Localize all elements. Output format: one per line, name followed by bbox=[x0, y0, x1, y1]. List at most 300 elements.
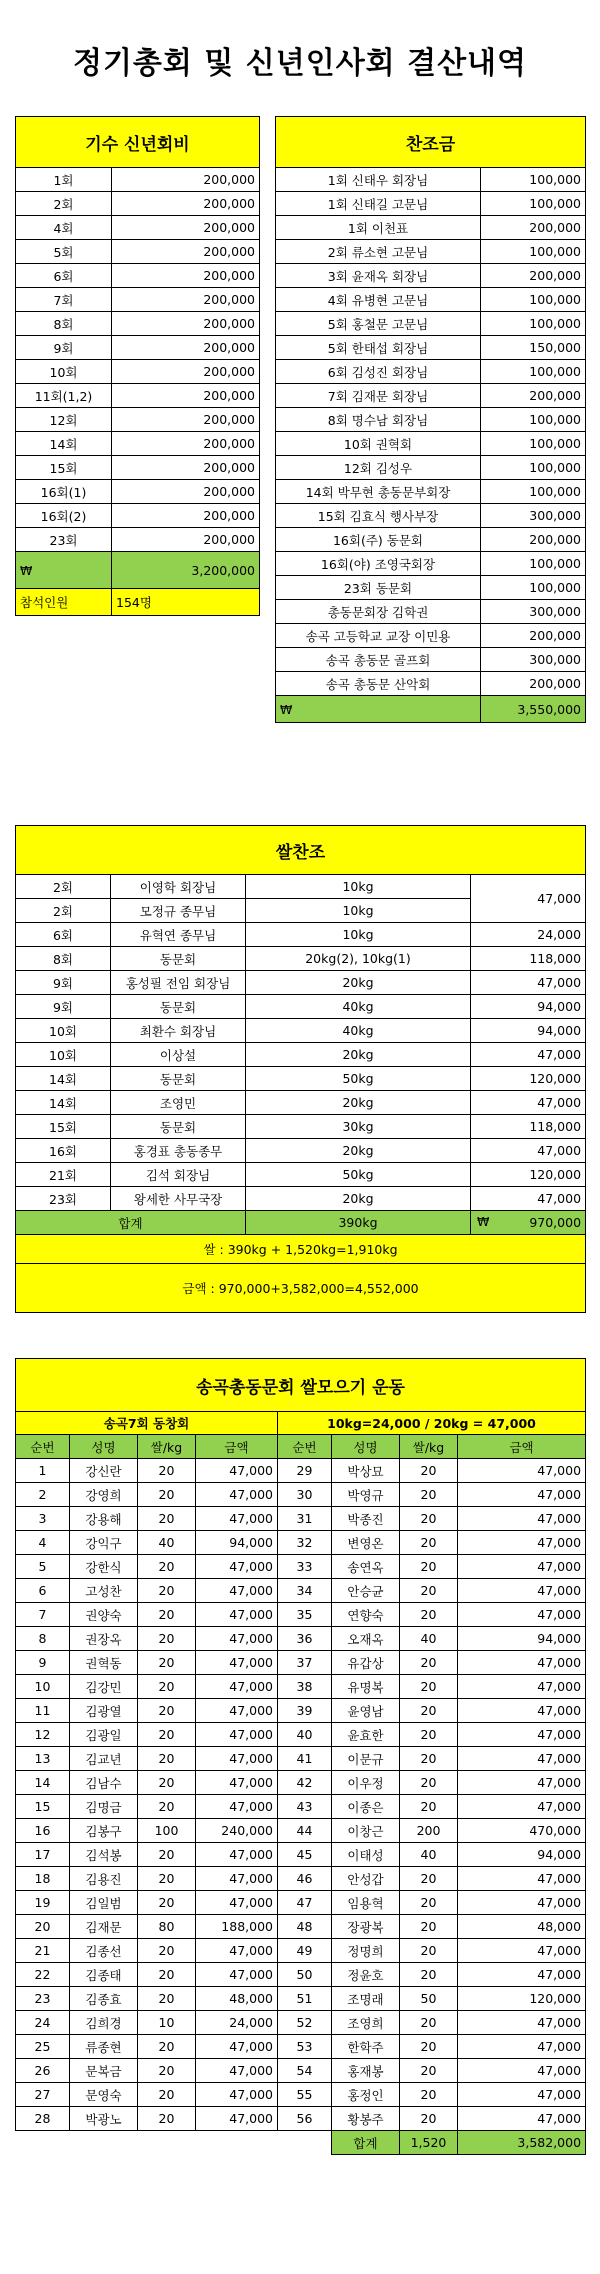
donor-cell: 4회 유병현 고문님 bbox=[276, 288, 481, 312]
kg-cell: 20 bbox=[138, 1699, 196, 1723]
amount-cell: 47,000 bbox=[458, 1795, 586, 1819]
name-cell: 고성찬 bbox=[70, 1579, 138, 1603]
amount-cell: 47,000 bbox=[458, 2035, 586, 2059]
donor-cell: 15회 김효식 행사부장 bbox=[276, 504, 481, 528]
column-header: 쌀/kg bbox=[138, 1435, 196, 1459]
name-cell: 권혁동 bbox=[70, 1651, 138, 1675]
membership-amount-cell: 200,000 bbox=[112, 432, 260, 456]
amount-cell: 47,000 bbox=[196, 2083, 278, 2107]
table-row bbox=[276, 216, 586, 240]
kg-cell: 20 bbox=[400, 1507, 458, 1531]
amount-cell: 47,000 bbox=[196, 1867, 278, 1891]
donor-cell: 1회 신태길 고문님 bbox=[276, 192, 481, 216]
rice-amount-cell: 10kg bbox=[246, 923, 471, 947]
rice-value-cell: 94,000 bbox=[471, 995, 586, 1019]
donation-amount-cell: 150,000 bbox=[481, 336, 586, 360]
seq-cell: 8 bbox=[16, 1627, 70, 1651]
rice-donor-cell: 동문회 bbox=[111, 947, 246, 971]
column-header: 쌀/kg bbox=[400, 1435, 458, 1459]
donation-total-value: 3,550,000 bbox=[481, 696, 586, 723]
kg-cell: 20 bbox=[138, 2083, 196, 2107]
seq-cell: 33 bbox=[278, 1555, 332, 1579]
money-summary: 금액 : 970,000+3,582,000=4,552,000 bbox=[16, 1264, 586, 1313]
seq-cell: 15 bbox=[16, 1795, 70, 1819]
rice-amount-cell: 10kg bbox=[246, 899, 471, 923]
seq-cell: 55 bbox=[278, 2083, 332, 2107]
table-row bbox=[16, 923, 586, 947]
kg-cell: 20 bbox=[138, 2107, 196, 2131]
membership-amount-cell: 200,000 bbox=[112, 264, 260, 288]
name-cell: 권양숙 bbox=[70, 1603, 138, 1627]
kg-cell: 20 bbox=[138, 1843, 196, 1867]
kg-cell: 20 bbox=[400, 1747, 458, 1771]
seq-cell: 13 bbox=[16, 1747, 70, 1771]
rice-donor-cell: 동문회 bbox=[111, 995, 246, 1019]
donation-amount-cell: 100,000 bbox=[481, 312, 586, 336]
table-row bbox=[16, 264, 260, 288]
membership-gen-cell: 2회 bbox=[16, 192, 112, 216]
name-cell: 강한식 bbox=[70, 1555, 138, 1579]
name-cell: 강익구 bbox=[70, 1531, 138, 1555]
seq-cell: 18 bbox=[16, 1867, 70, 1891]
kg-cell: 20 bbox=[138, 1987, 196, 2011]
donation-amount-cell: 100,000 bbox=[481, 168, 586, 192]
table-row bbox=[276, 528, 586, 552]
table-row bbox=[16, 1867, 586, 1891]
seq-cell: 40 bbox=[278, 1723, 332, 1747]
donor-cell: 2회 류소현 고문님 bbox=[276, 240, 481, 264]
name-cell: 연향숙 bbox=[332, 1603, 400, 1627]
table-row bbox=[16, 360, 260, 384]
table-row bbox=[276, 432, 586, 456]
table-row bbox=[276, 504, 586, 528]
rice-amount-cell: 50kg bbox=[246, 1163, 471, 1187]
donation-header: 찬조금 bbox=[276, 117, 586, 168]
amount-cell: 47,000 bbox=[196, 2035, 278, 2059]
table-row bbox=[16, 1699, 586, 1723]
kg-cell: 100 bbox=[138, 1819, 196, 1843]
donor-cell: 1회 이천표 bbox=[276, 216, 481, 240]
name-cell: 강신란 bbox=[70, 1459, 138, 1483]
membership-gen-cell: 14회 bbox=[16, 432, 112, 456]
amount-cell: 47,000 bbox=[458, 1867, 586, 1891]
rice-value-cell: 47,000 bbox=[471, 1091, 586, 1115]
membership-amount-cell: 200,000 bbox=[112, 504, 260, 528]
donation-total-label: ₩ bbox=[276, 696, 481, 723]
amount-cell: 47,000 bbox=[196, 1795, 278, 1819]
amount-cell: 188,000 bbox=[196, 1915, 278, 1939]
seq-cell: 20 bbox=[16, 1915, 70, 1939]
seq-cell: 14 bbox=[16, 1771, 70, 1795]
kg-cell: 20 bbox=[400, 2059, 458, 2083]
name-cell: 김종태 bbox=[70, 1963, 138, 1987]
membership-gen-cell: 1회 bbox=[16, 168, 112, 192]
table-row bbox=[276, 648, 586, 672]
seq-cell: 53 bbox=[278, 2035, 332, 2059]
amount-cell: 47,000 bbox=[458, 1699, 586, 1723]
rice-total-row bbox=[16, 1211, 586, 1235]
rice-amount-cell: 20kg bbox=[246, 1043, 471, 1067]
kg-cell: 20 bbox=[138, 1579, 196, 1603]
seq-cell: 52 bbox=[278, 2011, 332, 2035]
table-row bbox=[16, 1939, 586, 1963]
membership-gen-cell: 10회 bbox=[16, 360, 112, 384]
amount-cell: 47,000 bbox=[196, 1891, 278, 1915]
rice-value-cell: 47,000 bbox=[471, 1187, 586, 1211]
attendees-value: 154명 bbox=[112, 589, 260, 616]
membership-amount-cell: 200,000 bbox=[112, 360, 260, 384]
donation-amount-cell: 300,000 bbox=[481, 600, 586, 624]
table-row bbox=[16, 336, 260, 360]
rice-value-cell: 47,000 bbox=[471, 875, 586, 923]
rice-donor-cell: 홍경표 총동종무 bbox=[111, 1139, 246, 1163]
kg-cell: 200 bbox=[400, 1819, 458, 1843]
amount-cell: 47,000 bbox=[196, 1579, 278, 1603]
donation-amount-cell: 200,000 bbox=[481, 216, 586, 240]
kg-cell: 20 bbox=[400, 1579, 458, 1603]
rice-summary: 쌀 : 390kg + 1,520kg=1,910kg bbox=[16, 1235, 586, 1264]
kg-cell: 20 bbox=[138, 1627, 196, 1651]
seq-cell: 42 bbox=[278, 1771, 332, 1795]
rice-gen-cell: 10회 bbox=[16, 1043, 111, 1067]
amount-cell: 47,000 bbox=[458, 1651, 586, 1675]
seq-cell: 50 bbox=[278, 1963, 332, 1987]
campaign-total-value: 3,582,000 bbox=[458, 2131, 586, 2155]
seq-cell: 11 bbox=[16, 1699, 70, 1723]
amount-cell: 94,000 bbox=[458, 1627, 586, 1651]
column-header: 성명 bbox=[70, 1435, 138, 1459]
donation-amount-cell: 100,000 bbox=[481, 408, 586, 432]
table-row bbox=[276, 360, 586, 384]
table-row bbox=[276, 192, 586, 216]
donor-cell: 6회 김성진 회장님 bbox=[276, 360, 481, 384]
rice-value-cell: 47,000 bbox=[471, 1139, 586, 1163]
rice-donor-cell: 유혁연 종무님 bbox=[111, 923, 246, 947]
seq-cell: 25 bbox=[16, 2035, 70, 2059]
amount-cell: 24,000 bbox=[196, 2011, 278, 2035]
seq-cell: 43 bbox=[278, 1795, 332, 1819]
name-cell: 문복금 bbox=[70, 2059, 138, 2083]
seq-cell: 17 bbox=[16, 1843, 70, 1867]
table-row bbox=[16, 2107, 586, 2131]
table-row bbox=[16, 875, 586, 899]
amount-cell: 47,000 bbox=[196, 1555, 278, 1579]
seq-cell: 28 bbox=[16, 2107, 70, 2131]
name-cell: 김명금 bbox=[70, 1795, 138, 1819]
amount-cell: 47,000 bbox=[196, 1459, 278, 1483]
donation-amount-cell: 100,000 bbox=[481, 576, 586, 600]
table-row bbox=[276, 480, 586, 504]
membership-amount-cell: 200,000 bbox=[112, 240, 260, 264]
rice-amount-cell: 20kg bbox=[246, 1139, 471, 1163]
donation-amount-cell: 100,000 bbox=[481, 288, 586, 312]
rice-amount-cell: 40kg bbox=[246, 1019, 471, 1043]
donation-amount-cell: 100,000 bbox=[481, 192, 586, 216]
amount-cell: 47,000 bbox=[196, 1507, 278, 1531]
rice-gen-cell: 9회 bbox=[16, 995, 111, 1019]
membership-amount-cell: 200,000 bbox=[112, 384, 260, 408]
kg-cell: 20 bbox=[138, 1603, 196, 1627]
amount-cell: 47,000 bbox=[458, 1459, 586, 1483]
column-header: 순번 bbox=[16, 1435, 70, 1459]
donation-amount-cell: 100,000 bbox=[481, 432, 586, 456]
table-row bbox=[16, 1987, 586, 2011]
name-cell: 김희경 bbox=[70, 2011, 138, 2035]
table-row bbox=[16, 1139, 586, 1163]
name-cell: 김일범 bbox=[70, 1891, 138, 1915]
seq-cell: 3 bbox=[16, 1507, 70, 1531]
membership-total-row bbox=[16, 552, 260, 589]
name-cell: 황봉주 bbox=[332, 2107, 400, 2131]
amount-cell: 47,000 bbox=[458, 2011, 586, 2035]
table-row bbox=[16, 1507, 586, 1531]
membership-gen-cell: 8회 bbox=[16, 312, 112, 336]
table-row bbox=[276, 456, 586, 480]
table-row bbox=[16, 1675, 586, 1699]
table-row bbox=[16, 2011, 586, 2035]
table-row bbox=[276, 576, 586, 600]
amount-cell: 47,000 bbox=[458, 1939, 586, 1963]
rice-total-label: 합계 bbox=[16, 1211, 246, 1235]
name-cell: 이우정 bbox=[332, 1771, 400, 1795]
kg-cell: 20 bbox=[138, 1795, 196, 1819]
amount-cell: 47,000 bbox=[196, 1747, 278, 1771]
name-cell: 송연옥 bbox=[332, 1555, 400, 1579]
donation-amount-cell: 100,000 bbox=[481, 552, 586, 576]
name-cell: 김종효 bbox=[70, 1987, 138, 2011]
donor-cell: 5회 한태섭 회장님 bbox=[276, 336, 481, 360]
membership-gen-cell: 16회(2) bbox=[16, 504, 112, 528]
seq-cell: 26 bbox=[16, 2059, 70, 2083]
page-title: 정기총회 및 신년인사회 결산내역 bbox=[72, 46, 528, 81]
rice-total-value-cell bbox=[471, 1211, 586, 1235]
membership-attendees-row bbox=[16, 589, 260, 616]
kg-cell: 20 bbox=[138, 1507, 196, 1531]
membership-amount-cell: 200,000 bbox=[112, 312, 260, 336]
table-row bbox=[16, 432, 260, 456]
kg-cell: 40 bbox=[400, 1843, 458, 1867]
membership-amount-cell: 200,000 bbox=[112, 168, 260, 192]
donor-cell: 16회(야) 조영국회장 bbox=[276, 552, 481, 576]
membership-amount-cell: 200,000 bbox=[112, 192, 260, 216]
name-cell: 윤영남 bbox=[332, 1699, 400, 1723]
rice-donation-table bbox=[15, 825, 586, 1313]
table-row bbox=[16, 1891, 586, 1915]
seq-cell: 24 bbox=[16, 2011, 70, 2035]
kg-cell: 20 bbox=[400, 2107, 458, 2131]
kg-cell: 20 bbox=[138, 1867, 196, 1891]
column-header: 금액 bbox=[196, 1435, 278, 1459]
amount-cell: 94,000 bbox=[458, 1843, 586, 1867]
column-header: 성명 bbox=[332, 1435, 400, 1459]
table-row bbox=[276, 600, 586, 624]
amount-cell: 47,000 bbox=[196, 1699, 278, 1723]
name-cell: 박광노 bbox=[70, 2107, 138, 2131]
table-row bbox=[16, 1531, 586, 1555]
table-row bbox=[16, 240, 260, 264]
table-row bbox=[276, 408, 586, 432]
rice-amount-cell: 20kg(2), 10kg(1) bbox=[246, 947, 471, 971]
amount-cell: 120,000 bbox=[458, 1987, 586, 2011]
seq-cell: 37 bbox=[278, 1651, 332, 1675]
table-row bbox=[16, 1603, 586, 1627]
seq-cell: 4 bbox=[16, 1531, 70, 1555]
rice-amount-cell: 50kg bbox=[246, 1067, 471, 1091]
rice-donor-cell: 김석 회장님 bbox=[111, 1163, 246, 1187]
membership-amount-cell: 200,000 bbox=[112, 216, 260, 240]
seq-cell: 10 bbox=[16, 1675, 70, 1699]
kg-cell: 20 bbox=[400, 1963, 458, 1987]
campaign-subheader-right: 10kg=24,000 / 20kg = 47,000 bbox=[278, 1412, 586, 1435]
donor-cell: 송곡 총동문 골프회 bbox=[276, 648, 481, 672]
name-cell: 김종선 bbox=[70, 1939, 138, 1963]
seq-cell: 5 bbox=[16, 1555, 70, 1579]
donor-cell: 10회 권혁회 bbox=[276, 432, 481, 456]
name-cell: 이문규 bbox=[332, 1747, 400, 1771]
rice-gen-cell: 9회 bbox=[16, 971, 111, 995]
donor-cell: 7회 김재문 회장님 bbox=[276, 384, 481, 408]
membership-amount-cell: 200,000 bbox=[112, 528, 260, 552]
seq-cell: 46 bbox=[278, 1867, 332, 1891]
amount-cell: 240,000 bbox=[196, 1819, 278, 1843]
amount-cell: 47,000 bbox=[196, 1627, 278, 1651]
donation-total-row bbox=[276, 696, 586, 723]
rice-value-cell: 47,000 bbox=[471, 1043, 586, 1067]
donor-cell: 12회 김성우 bbox=[276, 456, 481, 480]
table-row bbox=[16, 288, 260, 312]
seq-cell: 6 bbox=[16, 1579, 70, 1603]
rice-amount-cell: 30kg bbox=[246, 1115, 471, 1139]
membership-amount-cell: 200,000 bbox=[112, 480, 260, 504]
kg-cell: 20 bbox=[400, 1555, 458, 1579]
rice-amount-cell: 10kg bbox=[246, 875, 471, 899]
seq-cell: 9 bbox=[16, 1651, 70, 1675]
kg-cell: 20 bbox=[400, 2011, 458, 2035]
name-cell: 김석봉 bbox=[70, 1843, 138, 1867]
rice-donor-cell: 모정규 종무님 bbox=[111, 899, 246, 923]
seq-cell: 39 bbox=[278, 1699, 332, 1723]
membership-gen-cell: 7회 bbox=[16, 288, 112, 312]
name-cell: 김남수 bbox=[70, 1771, 138, 1795]
rice-amount-cell: 40kg bbox=[246, 995, 471, 1019]
donation-amount-cell: 300,000 bbox=[481, 648, 586, 672]
amount-cell: 47,000 bbox=[458, 1483, 586, 1507]
kg-cell: 20 bbox=[138, 1651, 196, 1675]
membership-amount-cell: 200,000 bbox=[112, 288, 260, 312]
rice-donor-cell: 조영민 bbox=[111, 1091, 246, 1115]
membership-gen-cell: 23회 bbox=[16, 528, 112, 552]
seq-cell: 56 bbox=[278, 2107, 332, 2131]
name-cell: 오재옥 bbox=[332, 1627, 400, 1651]
table-row bbox=[16, 1963, 586, 1987]
table-row bbox=[276, 552, 586, 576]
seq-cell: 32 bbox=[278, 1531, 332, 1555]
rice-gen-cell: 14회 bbox=[16, 1067, 111, 1091]
amount-cell: 47,000 bbox=[458, 1891, 586, 1915]
table-row bbox=[16, 384, 260, 408]
seq-cell: 38 bbox=[278, 1675, 332, 1699]
rice-campaign-table bbox=[15, 1358, 586, 2155]
name-cell: 김재문 bbox=[70, 1915, 138, 1939]
amount-cell: 47,000 bbox=[458, 1771, 586, 1795]
amount-cell: 47,000 bbox=[458, 1603, 586, 1627]
name-cell: 강용해 bbox=[70, 1507, 138, 1531]
seq-cell: 34 bbox=[278, 1579, 332, 1603]
table-row bbox=[276, 168, 586, 192]
name-cell: 김교년 bbox=[70, 1747, 138, 1771]
amount-cell: 47,000 bbox=[458, 1723, 586, 1747]
amount-cell: 47,000 bbox=[458, 1579, 586, 1603]
seq-cell: 48 bbox=[278, 1915, 332, 1939]
seq-cell: 41 bbox=[278, 1747, 332, 1771]
name-cell: 권장옥 bbox=[70, 1627, 138, 1651]
name-cell: 문영숙 bbox=[70, 2083, 138, 2107]
amount-cell: 47,000 bbox=[196, 1675, 278, 1699]
name-cell: 박상묘 bbox=[332, 1459, 400, 1483]
rice-gen-cell: 21회 bbox=[16, 1163, 111, 1187]
rice-donor-cell: 동문회 bbox=[111, 1115, 246, 1139]
money-summary-row bbox=[16, 1264, 586, 1313]
table-row bbox=[276, 384, 586, 408]
table-row bbox=[16, 995, 586, 1019]
seq-cell: 30 bbox=[278, 1483, 332, 1507]
name-cell: 이창근 bbox=[332, 1819, 400, 1843]
name-cell: 장광복 bbox=[332, 1915, 400, 1939]
kg-cell: 20 bbox=[138, 2035, 196, 2059]
seq-cell: 1 bbox=[16, 1459, 70, 1483]
seq-cell: 36 bbox=[278, 1627, 332, 1651]
name-cell: 조명래 bbox=[332, 1987, 400, 2011]
name-cell: 안승균 bbox=[332, 1579, 400, 1603]
amount-cell: 47,000 bbox=[196, 1723, 278, 1747]
membership-gen-cell: 6회 bbox=[16, 264, 112, 288]
table-row bbox=[16, 1747, 586, 1771]
kg-cell: 20 bbox=[138, 1483, 196, 1507]
amount-cell: 47,000 bbox=[458, 2107, 586, 2131]
name-cell: 안성갑 bbox=[332, 1867, 400, 1891]
table-row bbox=[16, 1795, 586, 1819]
kg-cell: 10 bbox=[138, 2011, 196, 2035]
amount-cell: 48,000 bbox=[196, 1987, 278, 2011]
donor-cell: 5회 홍철문 고문님 bbox=[276, 312, 481, 336]
table-row bbox=[276, 312, 586, 336]
amount-cell: 47,000 bbox=[196, 2059, 278, 2083]
name-cell: 정윤호 bbox=[332, 1963, 400, 1987]
name-cell: 홍정인 bbox=[332, 2083, 400, 2107]
table-row bbox=[16, 216, 260, 240]
membership-gen-cell: 12회 bbox=[16, 408, 112, 432]
table-row bbox=[276, 240, 586, 264]
table-row bbox=[16, 1627, 586, 1651]
amount-cell: 47,000 bbox=[458, 1963, 586, 1987]
seq-cell: 19 bbox=[16, 1891, 70, 1915]
name-cell: 윤효한 bbox=[332, 1723, 400, 1747]
amount-cell: 47,000 bbox=[196, 1843, 278, 1867]
table-row bbox=[16, 1019, 586, 1043]
rice-gen-cell: 10회 bbox=[16, 1019, 111, 1043]
table-row bbox=[276, 624, 586, 648]
name-cell: 박영규 bbox=[332, 1483, 400, 1507]
table-row bbox=[16, 947, 586, 971]
table-row bbox=[16, 1771, 586, 1795]
donation-amount-cell: 100,000 bbox=[481, 480, 586, 504]
table-row bbox=[16, 2083, 586, 2107]
name-cell: 김용진 bbox=[70, 1867, 138, 1891]
name-cell: 이종은 bbox=[332, 1795, 400, 1819]
rice-value-cell: 47,000 bbox=[471, 971, 586, 995]
table-row bbox=[16, 1915, 586, 1939]
rice-donor-cell: 동문회 bbox=[111, 1067, 246, 1091]
